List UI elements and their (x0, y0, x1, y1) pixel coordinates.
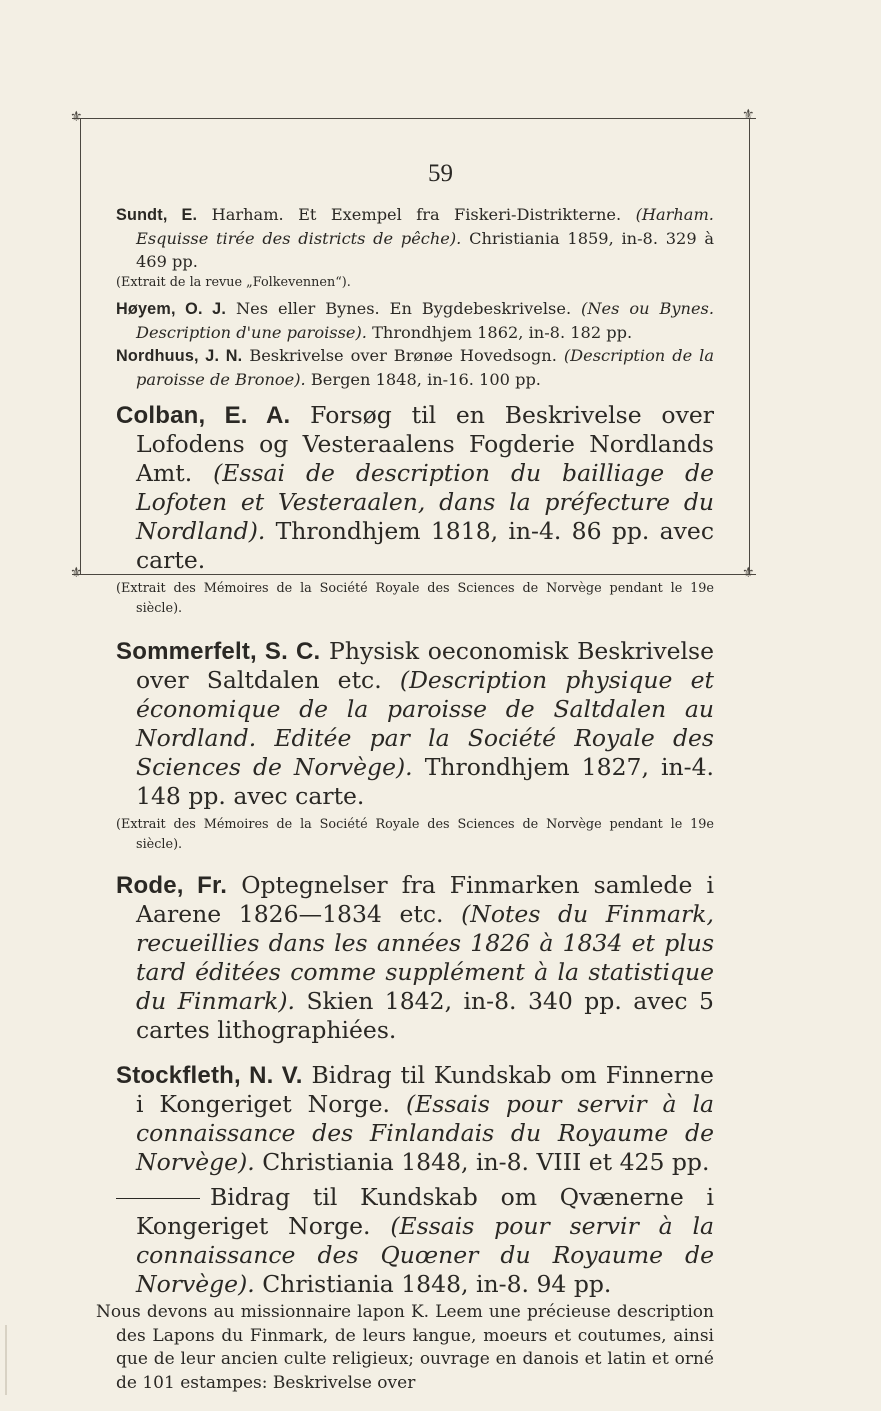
entry-note: (Extrait des Mémoires de la Société Royale des Sciences de Norvège pendant le 19e siècle). (116, 817, 714, 852)
entry-title: Physisk oeconomisk Beskrivelse over Saltdalen etc. (136, 637, 714, 694)
entry-imprint: Skien 1842, in-8. 340 pp. avec 5 cartes lithographiées. (136, 987, 714, 1044)
entry-imprint: Christiania 1848, in-8. VIII et 425 pp. (262, 1148, 710, 1176)
entry-title: Optegnelser fra Finmarken samlede i Aarene 1826—1834 etc. (136, 871, 714, 928)
entry-translation: (Nes ou Bynes. Description d'une paroisse). (136, 299, 714, 342)
bibliography-entry (116, 871, 714, 1045)
entry-title: Beskrivelse over Brønøe Hovedsogn. (249, 346, 557, 365)
entry-title: Forsøg til en Beskrivelse over Lofodens og Vesteraalens Fogderie Nordlands Amt. (136, 401, 714, 487)
page-number: 59 (428, 160, 453, 187)
entry-translation: (Essais pour servir à la connaissance des Finlandais du Royaume de Norvège). (136, 1090, 714, 1176)
corner-ornament-top-left-icon: ⚜ (70, 109, 83, 125)
entry-imprint: Throndhjem 1862, in-8. 182 pp. (372, 323, 633, 342)
entry-author: Sommerfelt, S. C. (116, 638, 321, 665)
binding-edge-mark (5, 1325, 7, 1395)
entry-translation: (Essai de description du bailliage de Lofoten et Vesteraalen, dans la préfecture du Nordland). (136, 459, 714, 545)
entry-translation: (Harham. Esquisse tirée des districts de pêche). (136, 205, 714, 248)
ditto-dash (116, 1198, 200, 1199)
bibliography-entry (116, 401, 714, 575)
entry-translation: (Notes du Finmark, recueillies dans les années 1826 à 1834 et plus tard éditées comme supplément à la statistique du Finmark). (136, 900, 714, 1015)
entry-imprint: Christiania 1859, in-8. 329 à 469 pp. (136, 229, 715, 271)
closing-paragraph: Nous devons au missionnaire lapon K. Leem une précieuse description des Lapons du Finmark, de leurs langue, moeurs et coutumes, ainsi que de leur ancien culte religieux; ouvrage en danois et latin et orné de 101 estampes: Beskrivelse over (96, 1302, 714, 1393)
entry-author: Colban, E. A. (116, 402, 291, 429)
entry-title: Bidrag til Kundskab om Finnerne i Kongeriget Norge. (136, 1061, 714, 1118)
entry-translation: (Description physique et économique de la paroisse de Saltdalen au Nordland. Editée par la Société Royale des Sciences de Norvège). (136, 666, 714, 781)
corner-ornament-top-right-icon: ⚜ (742, 107, 755, 123)
entry-translation: (Description de la paroisse de Bronoe). (136, 346, 714, 389)
entry-translation: (Essais pour servir à la connaissance des Quœner du Royaume de Norvège). (136, 1212, 714, 1298)
entry-title: Nes eller Bynes. En Bygdebeskrivelse. (236, 299, 572, 318)
entry-imprint: Throndhjem 1818, in-4. 86 pp. avec carte. (136, 517, 714, 574)
corner-ornament-bottom-right-icon: ⚜ (742, 565, 755, 581)
entry-author: Rode, Fr. (116, 872, 228, 899)
corner-ornament-bottom-left-icon: ⚜ (70, 565, 83, 581)
entry-note: (Extrait de la revue „Folkevennen“). (116, 275, 351, 290)
entry-author: Sundt, E. (116, 206, 198, 224)
entry-note: (Extrait des Mémoires de la Société Royale des Sciences de Norvège pendant le 19e siècle). (116, 581, 714, 616)
bibliography-entry (116, 637, 714, 811)
entry-title: Harham. Et Exempel fra Fiskeri-Distrikterne. (211, 205, 622, 224)
bibliography-entry (116, 344, 714, 391)
entry-imprint: Christiania 1848, in-8. 94 pp. (262, 1270, 612, 1298)
bibliography-list (96, 203, 715, 1395)
entry-author: Stockfleth, N. V. (116, 1062, 303, 1089)
bibliography-entry (116, 203, 714, 273)
bibliography-entry (116, 1183, 714, 1299)
entry-imprint: Throndhjem 1827, in-4. 148 pp. avec carte. (136, 753, 714, 810)
bibliography-entry (116, 1061, 714, 1177)
bibliography-entry (116, 297, 714, 344)
entry-author: Nordhuus, J. N. (116, 347, 243, 365)
entry-author: Høyem, O. J. (116, 300, 227, 318)
entry-imprint: Bergen 1848, in-16. 100 pp. (310, 370, 541, 389)
entry-title: Bidrag til Kundskab om Qvænerne i Kongeriget Norge. (136, 1183, 714, 1240)
